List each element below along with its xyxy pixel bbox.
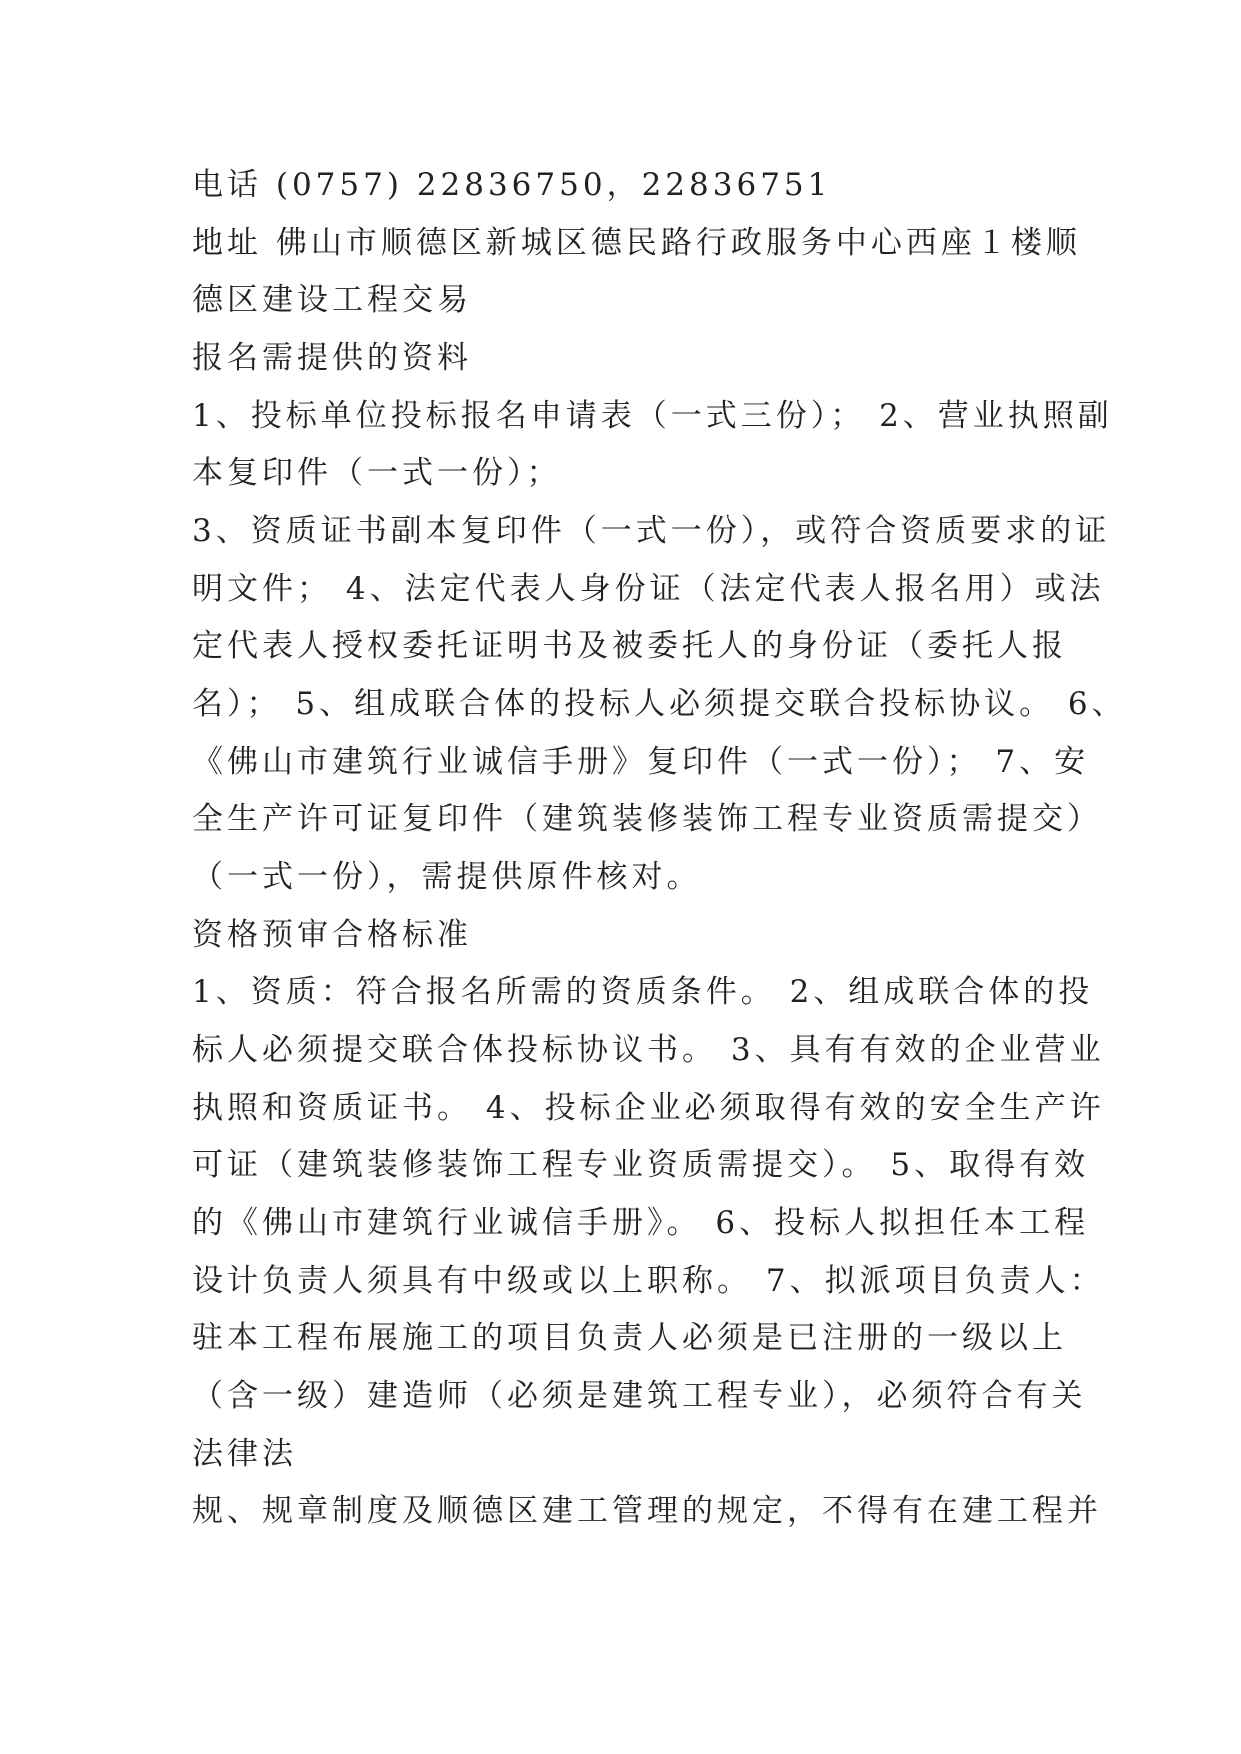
text-line-address-cont: 德区建设工程交易 bbox=[192, 282, 472, 318]
text-line: 名）； 5、组成联合体的投标人必须提交联合投标协议。 6、 bbox=[192, 686, 1127, 722]
text-line: 《佛山市建筑行业诚信手册》复印件（一式一份）； 7、安 bbox=[192, 744, 1090, 780]
text-line: 1、投标单位投标报名申请表（一式三份）； 2、营业执照副 bbox=[192, 398, 1113, 434]
text-line: 设计负责人须具有中级或以上职称。 7、拟派项目负责人： bbox=[192, 1263, 1105, 1299]
text-line: 驻本工程布展施工的项目负责人必须是已注册的一级以上 bbox=[192, 1320, 1067, 1356]
text-line: 可证（建筑装修装饰工程专业资质需提交）。 5、取得有效 bbox=[192, 1147, 1090, 1183]
text-line: 3、资质证书副本复印件（一式一份），或符合资质要求的证 bbox=[192, 513, 1111, 549]
text-line: （含一级）建造师（必须是建筑工程专业），必须符合有关 bbox=[192, 1378, 1087, 1414]
text-line: 明文件； 4、法定代表人身份证（法定代表人报名用）或法 bbox=[192, 571, 1105, 607]
text-line: 全生产许可证复印件（建筑装修装饰工程专业资质需提交） bbox=[192, 801, 1102, 837]
text-line-address: 地址 佛山市顺德区新城区德民路行政服务中心西座１楼顺 bbox=[192, 225, 1081, 261]
text-line: 的《佛山市建筑行业诚信手册》。 6、投标人拟担任本工程 bbox=[192, 1205, 1090, 1241]
text-line: 标人必须提交联合体投标协议书。 3、具有有效的企业营业 bbox=[192, 1032, 1105, 1068]
text-line-phone: 电话 (0757) 22836750，22836751 bbox=[192, 167, 832, 203]
text-line: 本复印件（一式一份）； bbox=[192, 455, 562, 491]
text-line: （一式一份），需提供原件核对。 bbox=[192, 859, 702, 895]
text-line: 定代表人授权委托证明书及被委托人的身份证（委托人报 bbox=[192, 628, 1067, 664]
text-line: 规、规章制度及顺德区建工管理的规定，不得有在建工程并 bbox=[192, 1493, 1102, 1529]
section-heading-materials: 报名需提供的资料 bbox=[192, 340, 472, 376]
text-line: 执照和资质证书。 4、投标企业必须取得有效的安全生产许 bbox=[192, 1090, 1105, 1126]
text-line: 法律法 bbox=[192, 1436, 297, 1472]
text-line: 1、资质：符合报名所需的资质条件。 2、组成联合体的投 bbox=[192, 974, 1094, 1010]
section-heading-qualification: 资格预审合格标准 bbox=[192, 917, 472, 953]
